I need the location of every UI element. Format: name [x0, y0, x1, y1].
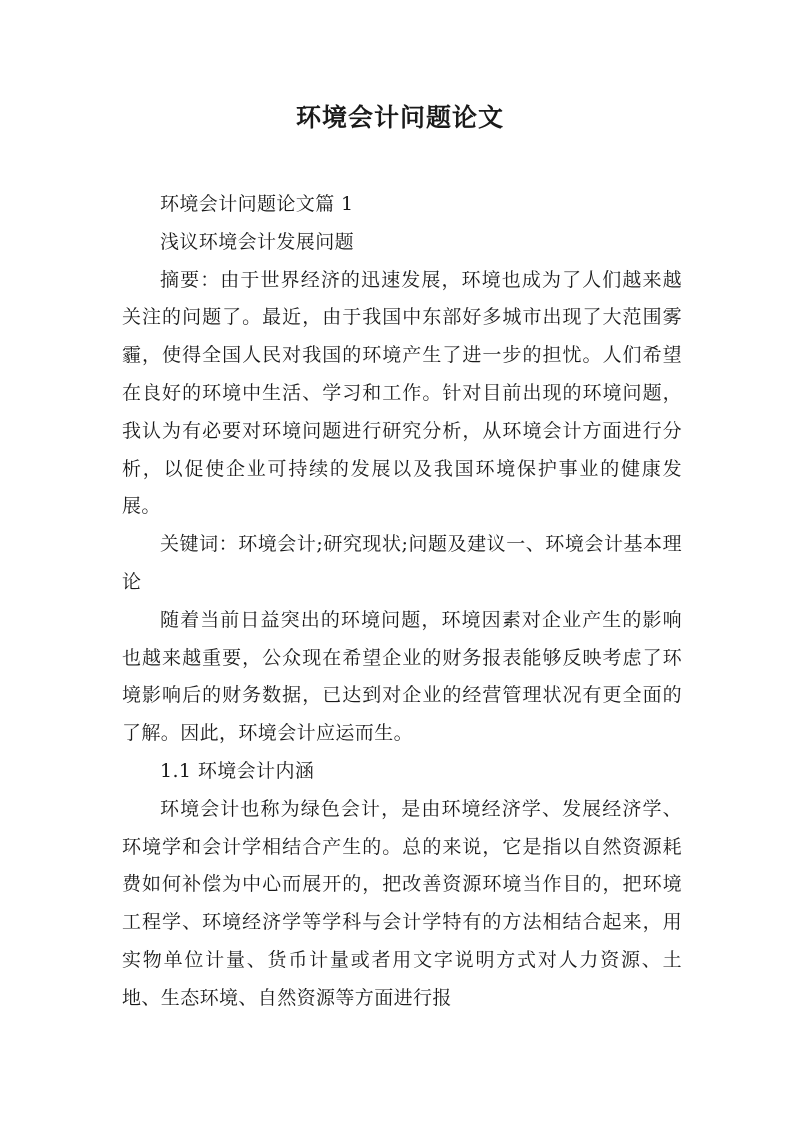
document-title: 环境会计问题论文 [295, 103, 504, 132]
keywords-paragraph: 关键词：环境会计;研究现状;问题及建议一、环境会计基本理论 [122, 533, 682, 593]
subsection-heading: 1.1 环境会计内涵 [160, 759, 315, 782]
document-body [122, 186, 682, 1018]
body-paragraph: 环境会计也称为绿色会计，是由环境经济学、发展经济学、环境学和会计学相结合产生的。总的来说，它是指以自然资源耗费如何补偿为中心而展开的，把改善资源环境当作目的，把环境工程学、环境经济学等学科与会计学特有的方法相结合起来，用实物单位计量、货币计量或者用文字说明方式对人力资源、土地、生态环境、自然资源等方面进行报 [122, 797, 682, 1009]
article-title: 浅议环境会计发展问题 [160, 230, 355, 253]
abstract-paragraph: 摘要：由于世界经济的迅速发展，环境也成为了人们越来越关注的问题了。最近，由于我国中东部好多城市出现了大范围雾霾，使得全国人民对我国的环境产生了进一步的担忧。人们希望在良好的环境中生活、学习和工作。针对目前出现的环境问题，我认为有必要对环境问题进行研究分析，从环境会计方面进行分析，以促使企业可持续的发展以及我国环境保护事业的健康发展。 [122, 268, 682, 518]
body-paragraph: 随着当前日益突出的环境问题，环境因素对企业产生的影响也越来越重要，公众现在希望企业的财务报表能够反映考虑了环境影响后的财务数据，已达到对企业的经营管理状况有更全面的了解。因此，环境会计应运而生。 [122, 608, 682, 745]
section-heading: 环境会计问题论文篇 1 [160, 193, 354, 215]
